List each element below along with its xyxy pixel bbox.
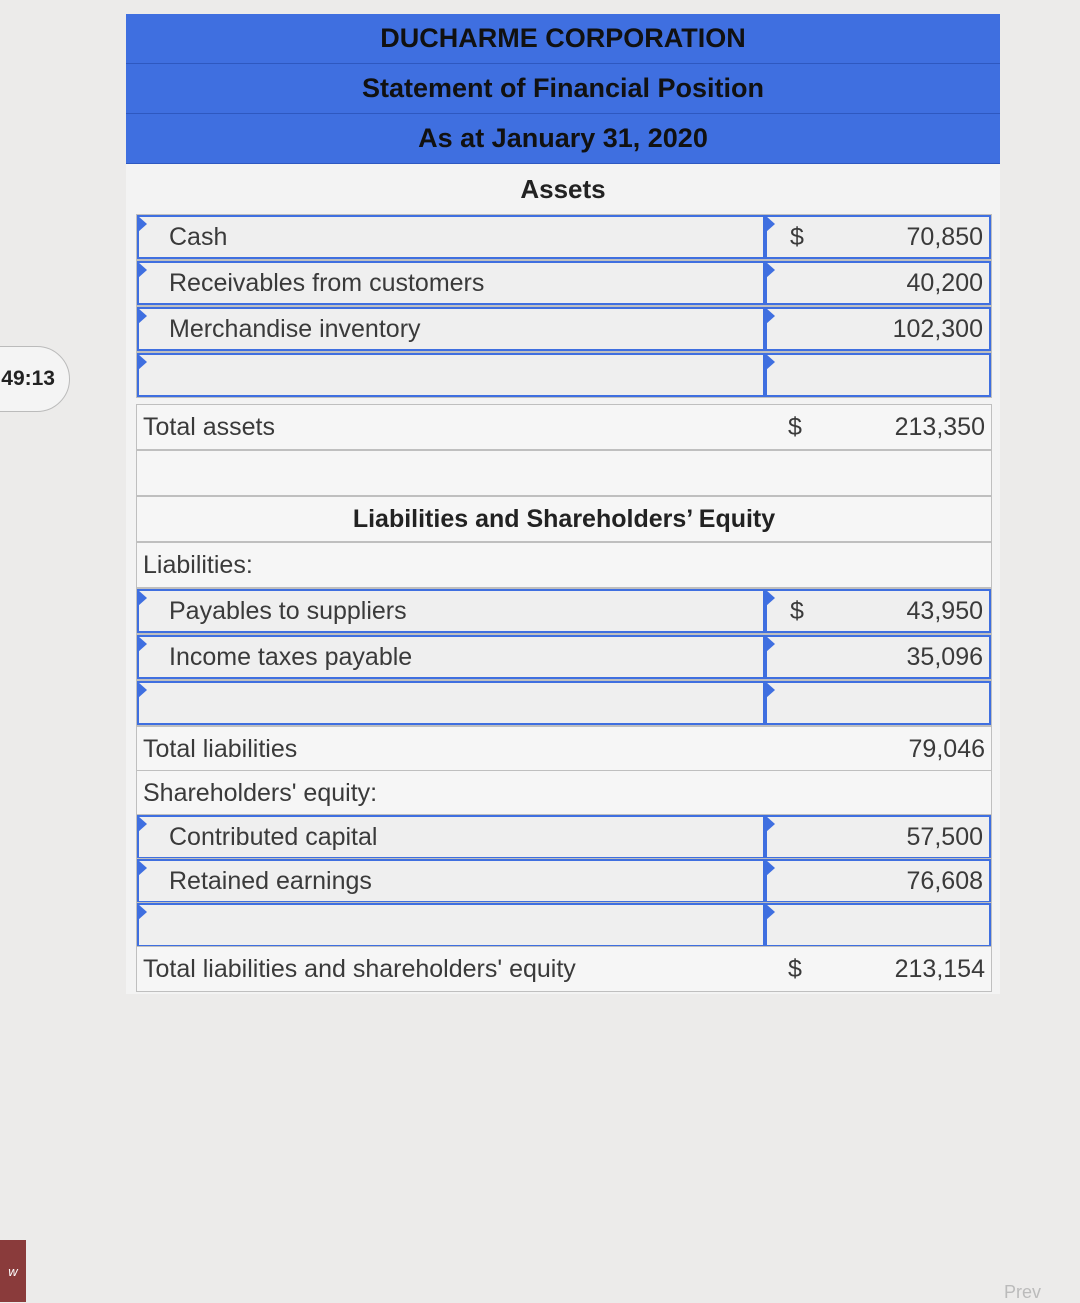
- amount-value: 213,154: [894, 954, 985, 983]
- equity-label-input[interactable]: Retained earnings: [137, 859, 765, 903]
- asset-amount-input[interactable]: [765, 261, 991, 305]
- asset-amount-input[interactable]: [765, 353, 991, 397]
- liabilities-label: Liabilities:: [143, 550, 253, 579]
- equity-label-input[interactable]: [137, 903, 765, 947]
- equity-row-blank: [136, 902, 992, 948]
- amount-value: 35,096: [906, 642, 983, 671]
- currency-symbol: $: [788, 412, 802, 441]
- prev-button[interactable]: Prev: [1004, 1282, 1042, 1302]
- total-assets-row: [136, 404, 992, 450]
- total-liabilities-label: Total liabilities: [143, 734, 298, 763]
- asset-row-cash: [136, 214, 992, 260]
- total-assets-label: Total assets: [143, 412, 276, 441]
- statement-date: As at January 31, 2020: [126, 114, 1000, 164]
- asset-row-blank: [136, 352, 992, 398]
- equity-amount-input[interactable]: [765, 903, 991, 947]
- app-logo: w: [0, 1240, 26, 1302]
- asset-label-input[interactable]: Cash: [137, 215, 765, 259]
- equity-row-retained: [136, 858, 992, 904]
- liability-row-blank: [136, 680, 992, 726]
- equity-amount-input[interactable]: [765, 859, 991, 903]
- currency-symbol: $: [788, 954, 802, 983]
- asset-amount-input[interactable]: [765, 215, 991, 259]
- amount-value: 57,500: [906, 822, 983, 851]
- amount-value: 70,850: [906, 222, 983, 251]
- spacer-row: [136, 450, 992, 496]
- equity-amount-input[interactable]: [765, 815, 991, 859]
- liability-row-payables: [136, 588, 992, 634]
- asset-label-input[interactable]: Receivables from customers: [137, 261, 765, 305]
- total-liabilities-equity-row: [136, 946, 992, 992]
- statement-title: Statement of Financial Position: [126, 64, 1000, 114]
- timer-text: 49:13: [1, 367, 55, 390]
- amount-value: 40,200: [906, 268, 983, 297]
- liability-label-input[interactable]: [137, 681, 765, 725]
- equity-label: Shareholders' equity:: [143, 778, 378, 807]
- amount-value: 79,046: [908, 734, 985, 763]
- currency-symbol: $: [790, 222, 804, 251]
- asset-amount-input[interactable]: [765, 307, 991, 351]
- total-liabilities-amount: [765, 727, 991, 771]
- liability-row-taxes: [136, 634, 992, 680]
- assets-heading: Assets: [520, 173, 606, 204]
- total-assets-amount: [765, 405, 991, 449]
- equity-row-contributed: [136, 814, 992, 860]
- liability-amount-input[interactable]: [765, 681, 991, 725]
- amount-value: 102,300: [892, 314, 983, 343]
- amount-value: 43,950: [906, 596, 983, 625]
- equity-label-input[interactable]: Contributed capital: [137, 815, 765, 859]
- asset-label-input[interactable]: [137, 353, 765, 397]
- amount-value: 213,350: [894, 412, 985, 441]
- asset-label-input[interactable]: Merchandise inventory: [137, 307, 765, 351]
- countdown-timer: [0, 346, 70, 412]
- liability-label-input[interactable]: Income taxes payable: [137, 635, 765, 679]
- equity-label-row: [136, 770, 992, 816]
- company-name: DUCHARME CORPORATION: [126, 14, 1000, 64]
- total-liabilities-equity-label: Total liabilities and shareholders' equity: [143, 954, 576, 983]
- total-liabilities-row: [136, 726, 992, 772]
- currency-symbol: $: [790, 596, 804, 625]
- liabilities-equity-heading: Liabilities and Shareholders’ Equity: [136, 496, 992, 542]
- asset-row-receivables: [136, 260, 992, 306]
- asset-row-inventory: [136, 306, 992, 352]
- financial-statement-sheet: [126, 14, 1000, 994]
- liabilities-label-row: [136, 542, 992, 588]
- liability-amount-input[interactable]: [765, 635, 991, 679]
- liability-label-input[interactable]: Payables to suppliers: [137, 589, 765, 633]
- amount-value: 76,608: [906, 866, 983, 895]
- liability-amount-input[interactable]: [765, 589, 991, 633]
- total-liabilities-equity-amount: [765, 947, 991, 991]
